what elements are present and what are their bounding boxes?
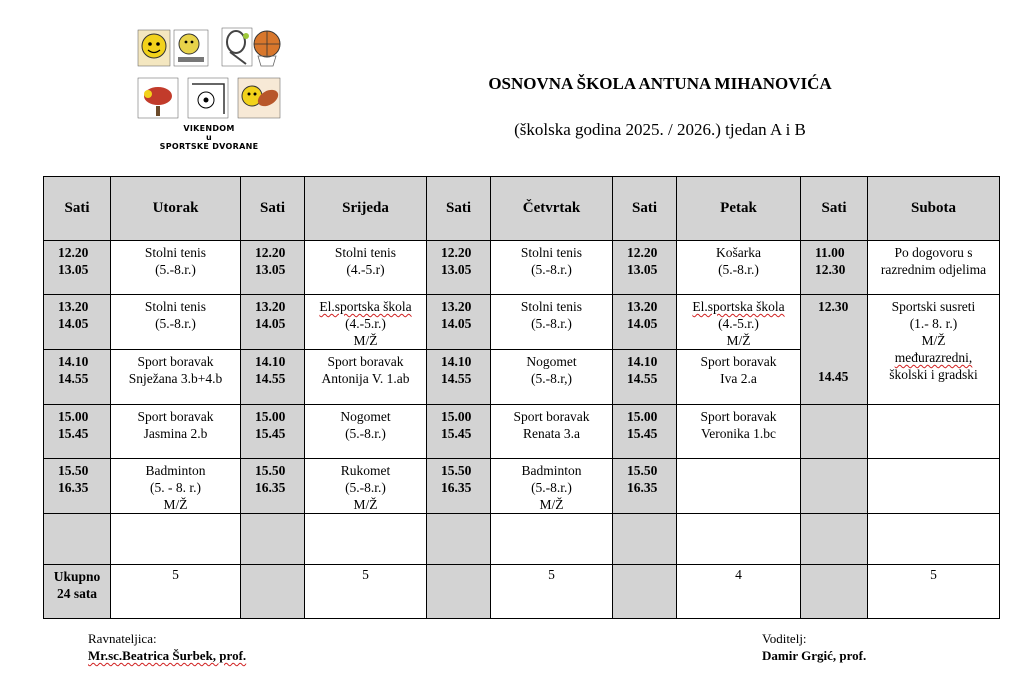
time-start: 14.10 <box>441 354 472 369</box>
activity-cell <box>111 295 241 350</box>
activity-name: Stolni tenis <box>144 245 207 260</box>
activity-gender: M/Ž <box>353 333 378 348</box>
activity-grades: (5.-8.r.) <box>155 316 196 331</box>
time-end: 14.55 <box>441 371 472 386</box>
time-cell <box>44 459 111 514</box>
activity-cell <box>305 405 427 459</box>
time-cell <box>44 241 111 295</box>
time-end: 14.55 <box>627 371 658 386</box>
time-cell <box>241 350 305 405</box>
time-start: 12.20 <box>441 245 472 260</box>
time-end: 14.45 <box>818 369 849 384</box>
activity-name: Sport boravak <box>137 409 214 424</box>
activity-cell <box>111 459 241 514</box>
saturday-activity-block <box>868 295 1000 405</box>
activity-cell <box>305 350 427 405</box>
time-start: 14.10 <box>627 354 658 369</box>
time-end: 15.45 <box>58 426 89 441</box>
school-sports-logo <box>134 26 284 154</box>
activity-grades: (4.-5.r.) <box>718 316 759 331</box>
activity-name: Rukomet <box>340 463 391 478</box>
time-end: 15.45 <box>627 426 658 441</box>
leader-role: Voditelj: <box>762 631 807 646</box>
time-start: 15.00 <box>441 409 472 424</box>
time-cell <box>427 405 491 459</box>
time-start: 13.20 <box>58 299 89 314</box>
activity-name: El.sportska škola <box>692 299 785 314</box>
time-start: 13.20 <box>441 299 472 314</box>
activity-note: međurazredni, <box>894 350 973 365</box>
activity-gender: M/Ž <box>726 333 751 348</box>
leader-name: Damir Grgić, prof. <box>762 648 867 663</box>
empty-cell <box>613 565 677 619</box>
soccer-goal-icon <box>188 78 228 118</box>
activity-gender: M/Ž <box>163 497 188 512</box>
activity-cell <box>677 350 801 405</box>
time-start: 15.50 <box>441 463 472 478</box>
activity-gender: M/Ž <box>539 497 564 512</box>
activity-name: Sportski susreti <box>891 299 976 314</box>
activity-cell <box>111 241 241 295</box>
principal-name: Mr.sc.Beatrica Šurbek, prof. <box>88 648 247 663</box>
leader-signature <box>762 630 866 664</box>
time-end: 16.35 <box>58 480 89 495</box>
time-start: 13.20 <box>255 299 286 314</box>
time-end: 16.35 <box>255 480 286 495</box>
empty-cell <box>44 514 111 565</box>
activity-name: Sport boravak <box>700 354 777 369</box>
time-start: 13.20 <box>627 299 658 314</box>
header-wednesday: Srijeda <box>305 177 427 241</box>
activity-cell <box>868 241 1000 295</box>
time-end: 16.35 <box>627 480 658 495</box>
time-start: 12.20 <box>58 245 89 260</box>
table-row <box>44 405 1000 459</box>
activity-cell <box>305 459 427 514</box>
time-end: 14.05 <box>255 316 286 331</box>
time-end: 14.05 <box>441 316 472 331</box>
time-cell <box>241 405 305 459</box>
time-cell <box>801 241 868 295</box>
time-cell <box>427 241 491 295</box>
time-end: 13.05 <box>255 262 286 277</box>
empty-cell <box>613 514 677 565</box>
header-thursday: Četvrtak <box>491 177 613 241</box>
time-end: 16.35 <box>441 480 472 495</box>
empty-cell <box>801 514 868 565</box>
total-wednesday: 5 <box>305 565 427 619</box>
total-saturday: 5 <box>868 565 1000 619</box>
smiley-ball-icon <box>138 30 170 66</box>
time-cell <box>44 405 111 459</box>
totals-label-line2: 24 sata <box>56 586 98 601</box>
activity-cell <box>677 295 801 350</box>
activity-group: Renata 3.a <box>523 426 580 441</box>
time-end: 12.30 <box>815 262 846 277</box>
time-cell <box>613 459 677 514</box>
empty-cell <box>677 459 801 514</box>
header-sati: Sati <box>44 177 111 241</box>
activity-name: Sport boravak <box>137 354 214 369</box>
total-friday: 4 <box>677 565 801 619</box>
activity-grades: (5.-8.r,) <box>530 371 573 386</box>
activity-name: Stolni tenis <box>144 299 207 314</box>
time-end: 13.05 <box>627 262 658 277</box>
time-cell <box>427 459 491 514</box>
header-tuesday: Utorak <box>111 177 241 241</box>
activity-name: Nogomet <box>340 409 391 424</box>
activity-cell <box>677 405 801 459</box>
empty-cell <box>801 459 868 514</box>
time-cell <box>241 295 305 350</box>
activity-name: Nogomet <box>526 354 577 369</box>
time-start: 11.00 <box>815 245 845 260</box>
time-cell <box>44 295 111 350</box>
header-friday: Petak <box>677 177 801 241</box>
time-cell <box>613 241 677 295</box>
rugby-ball-icon <box>238 78 281 118</box>
activity-grades: (5.-8.r.) <box>531 262 572 277</box>
empty-cell <box>868 514 1000 565</box>
activity-cell <box>491 350 613 405</box>
time-cell <box>427 350 491 405</box>
time-start: 15.50 <box>58 463 89 478</box>
activity-grades: (5.-8.r.) <box>155 262 196 277</box>
activity-grades: (5. - 8. r.) <box>150 480 201 495</box>
activity-note: razrednim odjelima <box>880 262 987 277</box>
basketball-icon <box>254 31 280 66</box>
empty-cell <box>868 459 1000 514</box>
empty-cell <box>427 565 491 619</box>
total-thursday: 5 <box>491 565 613 619</box>
empty-cell <box>677 514 801 565</box>
totals-row <box>44 565 1000 619</box>
activity-name: Stolni tenis <box>520 245 583 260</box>
schedule-table <box>43 176 1000 619</box>
activity-group: Snježana 3.b+4.b <box>128 371 223 386</box>
activity-name: Stolni tenis <box>520 299 583 314</box>
time-cell <box>241 241 305 295</box>
totals-label-line1: Ukupno <box>53 569 101 584</box>
time-start: 15.00 <box>58 409 89 424</box>
activity-note: školski i gradski <box>889 367 978 382</box>
time-end: 14.05 <box>58 316 89 331</box>
time-start: 15.00 <box>255 409 286 424</box>
header-saturday: Subota <box>868 177 1000 241</box>
time-end: 15.45 <box>255 426 286 441</box>
time-end: 14.55 <box>255 371 286 386</box>
logo-text-line3: SPORTSKE DVORANE <box>159 142 259 151</box>
activity-cell <box>305 295 427 350</box>
activity-grades: (5.-8.r.) <box>531 316 572 331</box>
time-end: 13.05 <box>441 262 472 277</box>
time-start: 15.50 <box>255 463 286 478</box>
time-cell <box>241 459 305 514</box>
activity-name: Sport boravak <box>700 409 777 424</box>
empty-cell <box>241 565 305 619</box>
time-cell <box>44 350 111 405</box>
empty-cell <box>801 565 868 619</box>
table-row <box>44 241 1000 295</box>
time-cell <box>613 295 677 350</box>
pingpong-icon <box>174 30 208 66</box>
header-sati: Sati <box>801 177 868 241</box>
time-end: 14.55 <box>58 371 89 386</box>
activity-group: Antonija V. 1.ab <box>321 371 410 386</box>
time-start: 14.10 <box>255 354 286 369</box>
total-tuesday: 5 <box>111 565 241 619</box>
activity-name: Badminton <box>145 463 206 478</box>
activity-grades: (4.-5.r.) <box>345 316 386 331</box>
empty-cell <box>491 514 613 565</box>
activity-name: El.sportska škola <box>319 299 412 314</box>
saturday-time-block <box>801 295 868 405</box>
activity-name: Stolni tenis <box>334 245 397 260</box>
time-start: 12.20 <box>627 245 658 260</box>
activity-name: Sport boravak <box>327 354 404 369</box>
time-start: 14.10 <box>58 354 89 369</box>
empty-cell <box>427 514 491 565</box>
activity-grades: (5.-8.r.) <box>531 480 572 495</box>
logo-text-line2: u <box>206 133 212 142</box>
activity-grades: (4.-5.r) <box>346 262 385 277</box>
time-cell <box>427 295 491 350</box>
activity-cell <box>491 241 613 295</box>
activity-cell <box>305 241 427 295</box>
header-row <box>44 177 1000 241</box>
header-sati: Sati <box>613 177 677 241</box>
header-sati: Sati <box>427 177 491 241</box>
table-row <box>44 295 1000 350</box>
time-start: 12.20 <box>255 245 286 260</box>
tennis-icon <box>222 28 252 66</box>
pingpong-ball-icon <box>138 78 178 118</box>
logo-text-line1: VIKENDOM <box>183 124 235 133</box>
activity-gender: M/Ž <box>353 497 378 512</box>
time-start: 15.50 <box>627 463 658 478</box>
activity-gender: M/Ž <box>921 333 946 348</box>
header-sati: Sati <box>241 177 305 241</box>
time-cell <box>613 405 677 459</box>
activity-grades: (1.- 8. r.) <box>909 316 958 331</box>
empty-cell <box>305 514 427 565</box>
empty-cell <box>868 405 1000 459</box>
principal-signature <box>88 630 246 664</box>
page-subtitle: (školska godina 2025. / 2026.) tjedan A i B <box>514 120 806 139</box>
activity-name: Po dogovoru s <box>894 245 973 260</box>
totals-label <box>44 565 111 619</box>
activity-cell <box>677 241 801 295</box>
activity-cell <box>491 459 613 514</box>
page-title: OSNOVNA ŠKOLA ANTUNA MIHANOVIĆA <box>488 74 832 93</box>
activity-group: Jasmina 2.b <box>143 426 208 441</box>
logo-graphic <box>134 26 284 126</box>
activity-grades: (5.-8.r.) <box>345 426 386 441</box>
time-end: 13.05 <box>58 262 89 277</box>
activity-cell <box>111 350 241 405</box>
principal-role: Ravnateljica: <box>88 631 157 646</box>
activity-group: Iva 2.a <box>720 371 757 386</box>
activity-name: Košarka <box>716 245 761 260</box>
time-start: 15.00 <box>627 409 658 424</box>
activity-cell <box>491 295 613 350</box>
activity-name: Badminton <box>521 463 582 478</box>
activity-name: Sport boravak <box>513 409 590 424</box>
activity-grades: (5.-8.r.) <box>718 262 759 277</box>
time-cell <box>613 350 677 405</box>
empty-cell <box>241 514 305 565</box>
time-start: 12.30 <box>818 299 849 314</box>
table-row <box>44 514 1000 565</box>
activity-grades: (5.-8.r.) <box>345 480 386 495</box>
time-end: 14.05 <box>627 316 658 331</box>
empty-cell <box>111 514 241 565</box>
activity-cell <box>491 405 613 459</box>
empty-cell <box>801 405 868 459</box>
activity-cell <box>111 405 241 459</box>
time-end: 15.45 <box>441 426 472 441</box>
table-row <box>44 459 1000 514</box>
activity-group: Veronika 1.bc <box>701 426 776 441</box>
